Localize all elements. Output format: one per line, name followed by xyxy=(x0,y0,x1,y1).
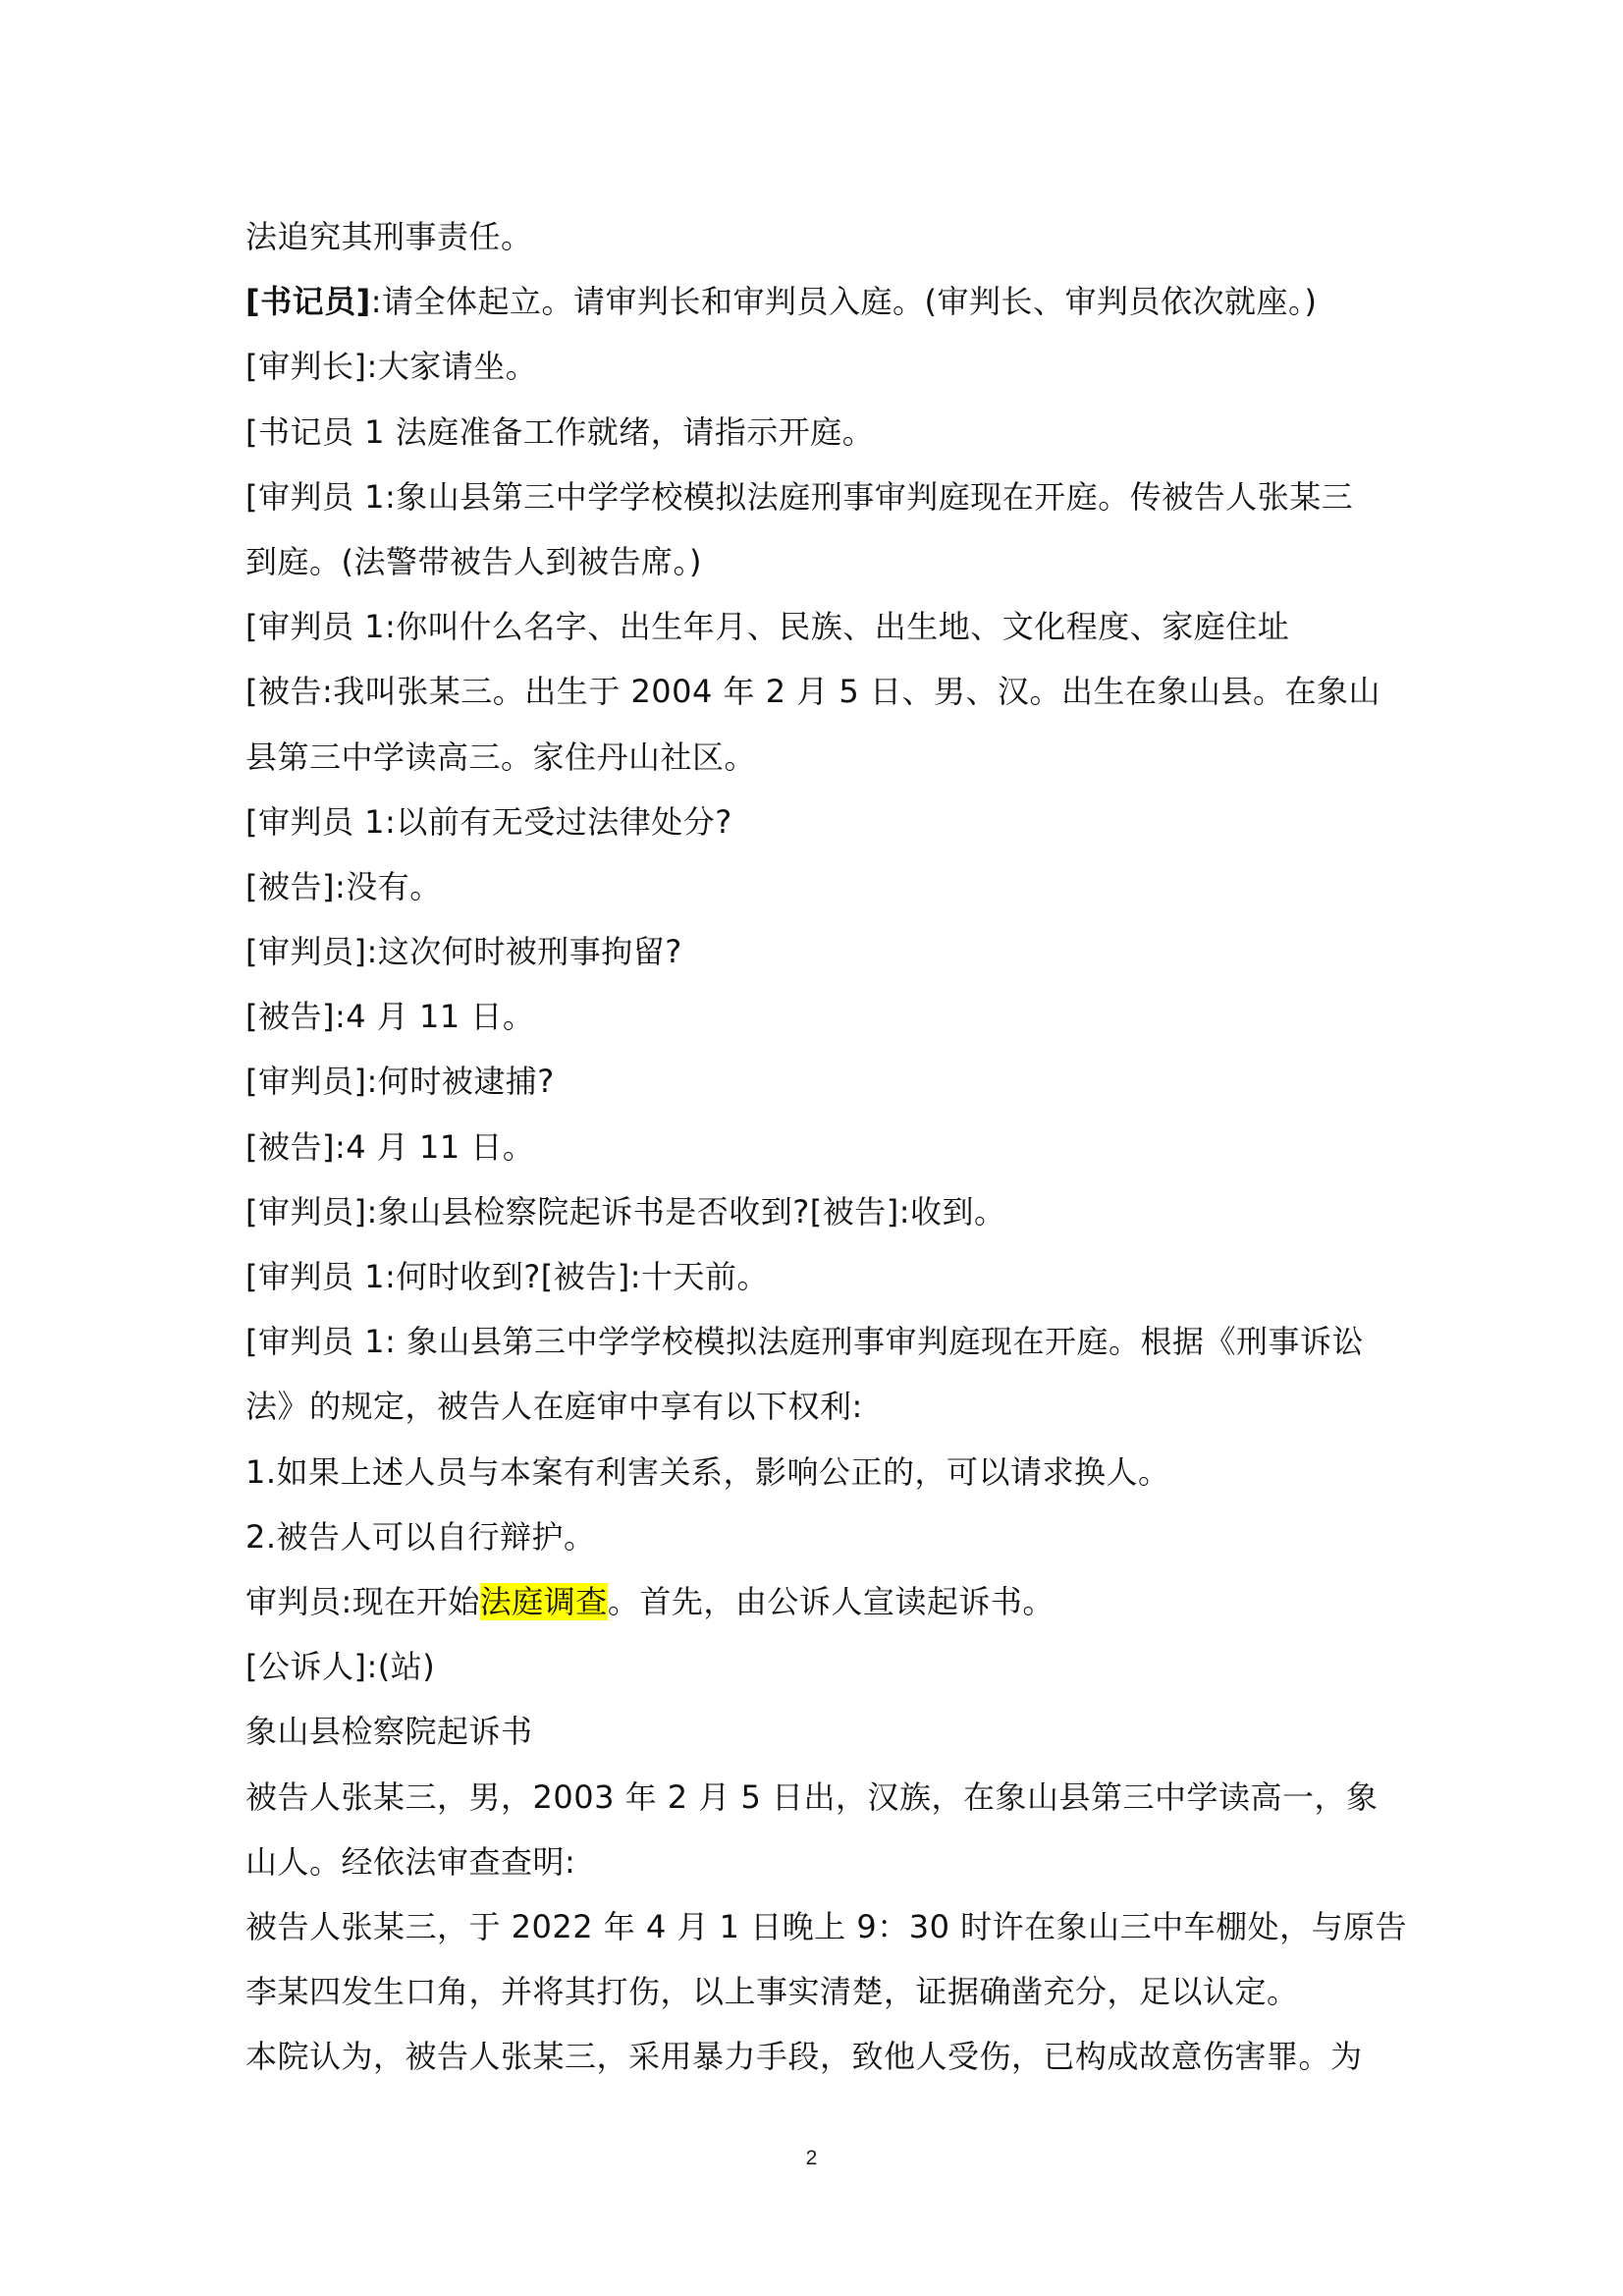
text-line: [书记员 1 法庭准备工作就绪，请指示开庭。 xyxy=(245,412,875,451)
text-line: [审判员]:象山县检察院起诉书是否收到?[被告]:收到。 xyxy=(245,1192,1006,1230)
line-text: 。首先，由公诉人宣读起诉书。 xyxy=(607,1582,1055,1620)
text-line: [被告]:4 月 11 日。 xyxy=(245,1127,535,1166)
text-line: 法追究其刑事责任。 xyxy=(245,218,533,255)
text-line: 山人。经依法审查查明: xyxy=(245,1842,576,1881)
text-line xyxy=(245,269,1384,334)
text-line: 被告人张某三，男，2003 年 2 月 5 日出，汉族，在象山县第三中学读高一，象 xyxy=(245,1777,1379,1816)
text-line: [被告]:4 月 11 日。 xyxy=(245,998,535,1036)
speaker-label-bold: [书记员] xyxy=(245,283,371,321)
text-line xyxy=(245,1569,1384,1634)
line-text: :请全体起立。请审判长和审判员入庭。(审判长、审判员依次就座。) xyxy=(370,283,1318,321)
text-line: [审判员]:何时被逮捕? xyxy=(245,1063,555,1101)
text-line: [审判员 1:你叫什么名字、出生年月、民族、出生地、文化程度、家庭住址 xyxy=(245,608,1290,646)
text-line: [审判员 1:象山县第三中学学校模拟法庭刑事审判庭现在开庭。传被告人张某三 xyxy=(245,477,1354,516)
text-line: 象山县检察院起诉书 xyxy=(245,1713,533,1751)
line-text: 审判员:现在开始 xyxy=(245,1582,480,1620)
text-line: 2.被告人可以自行辩护。 xyxy=(245,1517,596,1556)
document-body xyxy=(245,204,1408,2089)
text-line: [审判员 1:以前有无受过法律处分? xyxy=(245,802,732,841)
text-line: 被告人张某三，于 2022 年 4 月 1 日晚上 9：30 时许在象山三中车棚处，与原告 xyxy=(245,1907,1408,1945)
highlighted-text: 法庭调查 xyxy=(479,1582,608,1620)
text-line: [审判员 1:何时收到?[被告]:十天前。 xyxy=(245,1258,770,1295)
text-line: [审判员 1: 象山县第三中学学校模拟法庭刑事审判庭现在开庭。根据《刑事诉讼 xyxy=(245,1323,1364,1361)
page-number: 2 xyxy=(805,2147,818,2169)
text-line: 县第三中学读高三。家住丹山社区。 xyxy=(245,738,757,776)
text-line: 到庭。(法警带被告人到被告席。) xyxy=(245,542,702,580)
text-line: [被告]:没有。 xyxy=(245,867,442,905)
text-line: 李某四发生口角，并将其打伤，以上事实清楚，证据确凿充分，足以认定。 xyxy=(245,1973,1299,2011)
text-line: 1.如果上述人员与本案有利害关系，影响公正的，可以请求换人。 xyxy=(245,1452,1170,1491)
text-line: [审判员]:这次何时被刑事拘留? xyxy=(245,933,682,971)
text-line: [被告:我叫张某三。出生于 2004 年 2 月 5 日、男、汉。出生在象山县。在象山 xyxy=(245,673,1380,711)
text-line: [公诉人]:(站) xyxy=(245,1648,436,1686)
text-line: 法》的规定，被告人在庭审中享有以下权利: xyxy=(245,1388,863,1426)
text-line: [审判长]:大家请坐。 xyxy=(245,348,538,386)
text-line: 本院认为，被告人张某三，采用暴力手段，致他人受伤，已构成故意伤害罪。为 xyxy=(245,2038,1363,2076)
